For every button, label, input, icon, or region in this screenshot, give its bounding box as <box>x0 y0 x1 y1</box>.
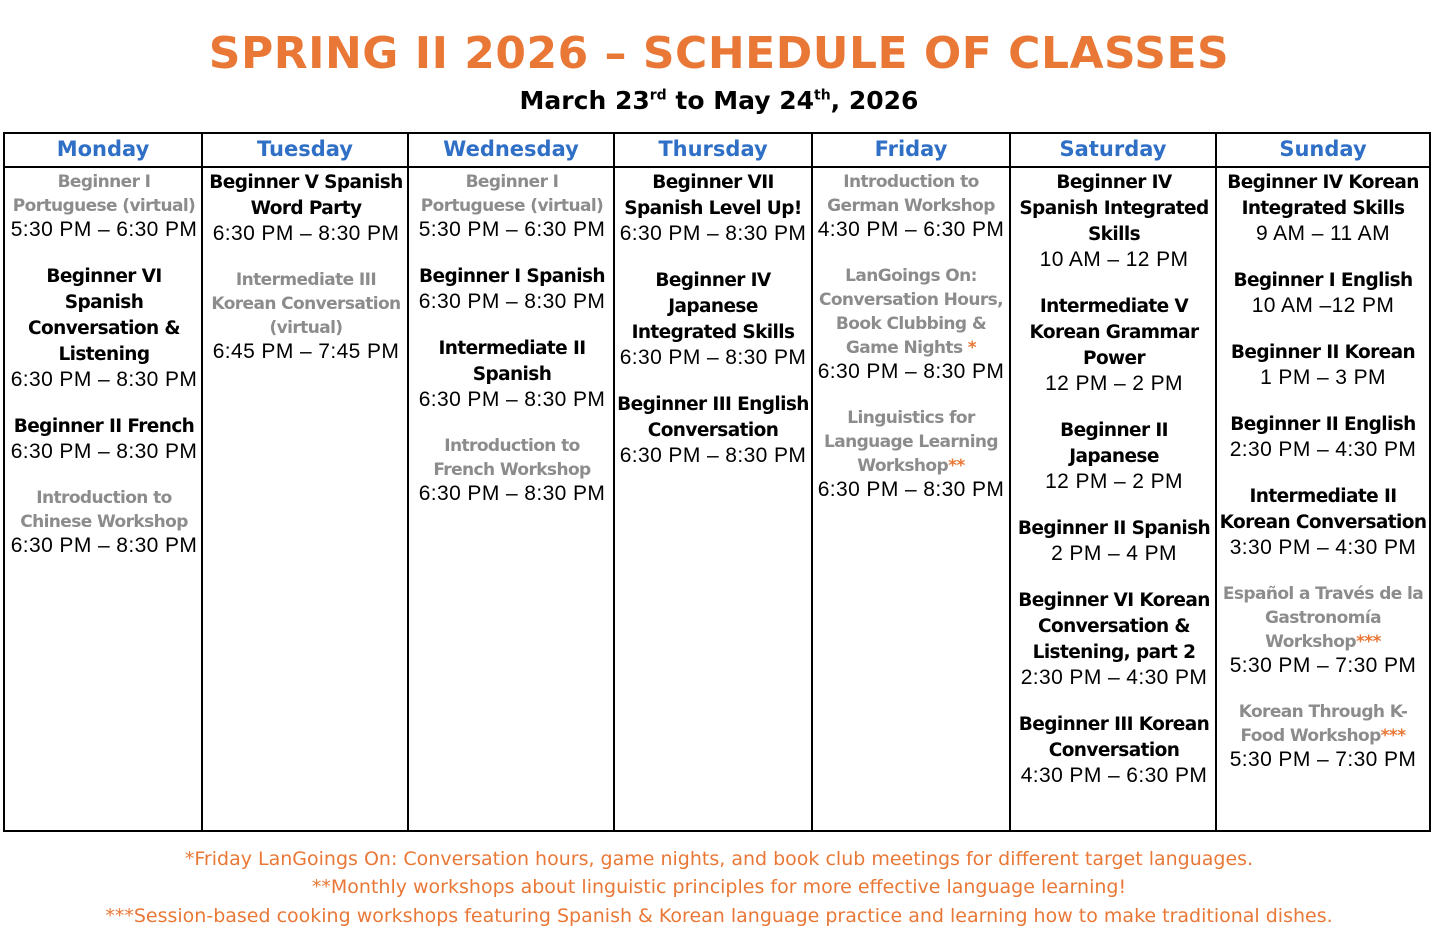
class-name-text: Beginner II Spanish <box>1017 518 1211 539</box>
class-entry <box>9 170 199 242</box>
footnote-cooking: ***Session-based cooking workshops featuring Spanish & Korean language practice and learning how to make traditional dishes. <box>105 905 1333 927</box>
day-header-tuesday: Tuesday <box>257 137 353 161</box>
class-time: 4:30 PM – 6:30 PM <box>817 218 1005 241</box>
class-entry <box>207 170 405 246</box>
class-name-text: Beginner IV Korean Integrated Skills <box>1227 172 1419 219</box>
class-name <box>617 170 809 222</box>
class-entry <box>815 406 1007 502</box>
class-name-text: Korean Through K-Food Workshop <box>1238 702 1408 746</box>
class-name <box>815 406 1007 478</box>
class-time: 6:30 PM – 8:30 PM <box>10 534 198 557</box>
class-name-text: Intermediate II Spanish <box>438 338 586 385</box>
footnote-langoings: *Friday LanGoings On: Conversation hours, game nights, and book club meetings for different target languages. <box>184 848 1254 870</box>
class-time: 5:30 PM – 6:30 PM <box>10 218 198 241</box>
class-name <box>1015 170 1213 248</box>
class-entry <box>1015 294 1213 396</box>
class-name-text: Introduction to German Workshop <box>827 172 995 216</box>
footnote-marker: *** <box>1380 726 1406 746</box>
class-name-text: Beginner VII Spanish Level Up! <box>624 172 802 219</box>
class-name <box>617 392 809 444</box>
class-name <box>1015 712 1213 764</box>
class-time: 4:30 PM – 6:30 PM <box>1020 764 1208 787</box>
footnote-marker: ** <box>948 456 965 476</box>
class-name-text: Beginner VI Korean Conversation & Listening, part 2 <box>1018 590 1210 663</box>
class-time: 12 PM – 2 PM <box>1045 470 1183 493</box>
class-entry <box>617 392 809 468</box>
class-entry <box>9 414 199 464</box>
page-title: SPRING II 2026 – SCHEDULE OF CLASSES <box>208 28 1230 79</box>
class-entry <box>413 170 611 242</box>
date-range-end-suffix: th <box>814 87 831 104</box>
class-name-text: Beginner V Spanish Word Party <box>209 172 403 219</box>
class-name-text: Introduction to Chinese Workshop <box>20 488 188 532</box>
class-time: 6:30 PM – 8:30 PM <box>418 290 606 313</box>
class-name <box>413 170 611 218</box>
class-name <box>9 414 199 440</box>
day-column-wednesday <box>413 170 611 528</box>
class-time: 6:30 PM – 8:30 PM <box>212 222 400 245</box>
footnote-marker: * <box>962 338 977 358</box>
class-name <box>1219 484 1427 536</box>
class-name-text: Beginner IV Japanese Integrated Skills <box>631 270 795 343</box>
class-time: 10 AM –12 PM <box>1251 294 1395 317</box>
class-time: 6:45 PM – 7:45 PM <box>212 340 400 363</box>
class-entry <box>815 264 1007 384</box>
class-entry <box>413 336 611 412</box>
class-entry <box>413 264 611 314</box>
class-name-text: Beginner II English <box>1230 414 1416 435</box>
class-name <box>1015 294 1213 372</box>
column-divider <box>1215 134 1217 830</box>
column-divider <box>201 134 203 830</box>
class-name-text: Español a Través de la Gastronomía Workshop <box>1222 584 1424 652</box>
class-entry <box>1219 700 1427 772</box>
class-name-text: Beginner II Japanese <box>1060 420 1168 467</box>
class-name <box>1219 170 1427 222</box>
day-header-thursday: Thursday <box>658 137 768 161</box>
class-time: 12 PM – 2 PM <box>1045 372 1183 395</box>
class-name-text: Beginner III Korean Conversation <box>1018 714 1210 761</box>
class-name <box>1219 700 1427 748</box>
column-divider <box>1009 134 1011 830</box>
footnote-linguistics: **Monthly workshops about linguistic principles for more effective language learning! <box>311 876 1127 898</box>
class-name-text: Intermediate II Korean Conversation <box>1219 486 1427 533</box>
class-name-text: Beginner I Portuguese (virtual) <box>12 172 196 216</box>
date-range <box>0 86 1438 115</box>
class-entry <box>1015 712 1213 788</box>
schedule-table <box>3 132 1431 832</box>
date-range-year: , 2026 <box>830 86 919 115</box>
class-name <box>413 434 611 482</box>
class-time: 6:30 PM – 8:30 PM <box>619 346 807 369</box>
day-header-friday: Friday <box>874 137 948 161</box>
column-divider <box>407 134 409 830</box>
class-time: 6:30 PM – 8:30 PM <box>619 444 807 467</box>
day-column-saturday <box>1015 170 1213 810</box>
class-entry <box>617 170 809 246</box>
class-time: 5:30 PM – 6:30 PM <box>418 218 606 241</box>
class-name-text: Introduction to French Workshop <box>433 436 591 480</box>
class-name-text: Beginner II Korean <box>1230 342 1416 363</box>
day-column-friday <box>815 170 1007 524</box>
class-name-text: Beginner III English Conversation <box>617 394 809 441</box>
class-name <box>1219 340 1427 366</box>
class-entry <box>1219 582 1427 678</box>
class-entry <box>1219 340 1427 390</box>
class-name <box>413 336 611 388</box>
class-name-text: Beginner II French <box>13 416 195 437</box>
class-name <box>207 268 405 340</box>
class-entry <box>1015 170 1213 272</box>
day-header-monday: Monday <box>56 137 150 161</box>
class-time: 6:30 PM – 8:30 PM <box>619 222 807 245</box>
date-range-start-suffix: rd <box>649 87 667 104</box>
class-entry <box>1015 418 1213 494</box>
class-name <box>1219 268 1427 294</box>
class-name <box>413 264 611 290</box>
class-entry <box>1219 412 1427 462</box>
class-entry <box>1219 170 1427 246</box>
class-time: 2:30 PM – 4:30 PM <box>1020 666 1208 689</box>
class-time: 6:30 PM – 8:30 PM <box>817 360 1005 383</box>
class-name <box>9 486 199 534</box>
day-column-sunday <box>1219 170 1427 794</box>
footnote-marker: *** <box>1355 632 1381 652</box>
class-name-text: Beginner I English <box>1233 270 1413 291</box>
class-name <box>815 264 1007 360</box>
class-time: 6:30 PM – 8:30 PM <box>10 368 198 391</box>
class-entry <box>207 268 405 364</box>
class-name-text: Linguistics for Language Learning Workshop <box>824 408 998 476</box>
column-divider <box>811 134 813 830</box>
class-name-text: Beginner IV Spanish Integrated Skills <box>1019 172 1209 245</box>
class-time: 1 PM – 3 PM <box>1260 366 1386 389</box>
day-column-monday <box>9 170 199 580</box>
class-name-text: Beginner I Portuguese (virtual) <box>420 172 604 216</box>
class-time: 2 PM – 4 PM <box>1051 542 1177 565</box>
day-header-saturday: Saturday <box>1059 137 1167 161</box>
class-time: 2:30 PM – 4:30 PM <box>1229 438 1417 461</box>
class-name <box>1219 582 1427 654</box>
day-header-wednesday: Wednesday <box>443 137 579 161</box>
class-name <box>1015 516 1213 542</box>
class-name-text: LanGoings On: Conversation Hours, Book Clubbing & Game Nights <box>818 266 1004 358</box>
class-entry <box>1015 516 1213 566</box>
class-entry <box>617 268 809 370</box>
column-divider <box>613 134 615 830</box>
class-name-text: Beginner I Spanish <box>419 266 605 287</box>
class-time: 6:30 PM – 8:30 PM <box>418 388 606 411</box>
class-time: 9 AM – 11 AM <box>1256 222 1390 245</box>
class-entry <box>413 434 611 506</box>
date-range-start: March 23 <box>519 86 650 115</box>
class-name-text: Intermediate III Korean Conversation (virtual) <box>211 270 401 338</box>
class-name <box>1219 412 1427 438</box>
class-time: 10 AM – 12 PM <box>1039 248 1189 271</box>
class-entry <box>1219 268 1427 318</box>
class-name <box>1015 418 1213 470</box>
day-header-sunday: Sunday <box>1279 137 1367 161</box>
class-entry <box>1219 484 1427 560</box>
class-name <box>9 264 199 368</box>
day-column-tuesday <box>207 170 405 386</box>
class-time: 3:30 PM – 4:30 PM <box>1229 536 1417 559</box>
class-name-text: Intermediate V Korean Grammar Power <box>1029 296 1199 369</box>
day-column-thursday <box>617 170 809 490</box>
class-entry <box>815 170 1007 242</box>
class-time: 5:30 PM – 7:30 PM <box>1229 654 1417 677</box>
class-time: 6:30 PM – 8:30 PM <box>10 440 198 463</box>
class-name-text: Beginner VI Spanish Conversation & Listening <box>28 266 180 365</box>
class-name <box>207 170 405 222</box>
class-name <box>815 170 1007 218</box>
class-entry <box>9 486 199 558</box>
class-name <box>9 170 199 218</box>
class-time: 6:30 PM – 8:30 PM <box>418 482 606 505</box>
class-time: 6:30 PM – 8:30 PM <box>817 478 1005 501</box>
date-range-end: to May 24 <box>666 86 814 115</box>
class-entry <box>1015 588 1213 690</box>
class-time: 5:30 PM – 7:30 PM <box>1229 748 1417 771</box>
class-name <box>617 268 809 346</box>
class-name <box>1015 588 1213 666</box>
class-entry <box>9 264 199 392</box>
